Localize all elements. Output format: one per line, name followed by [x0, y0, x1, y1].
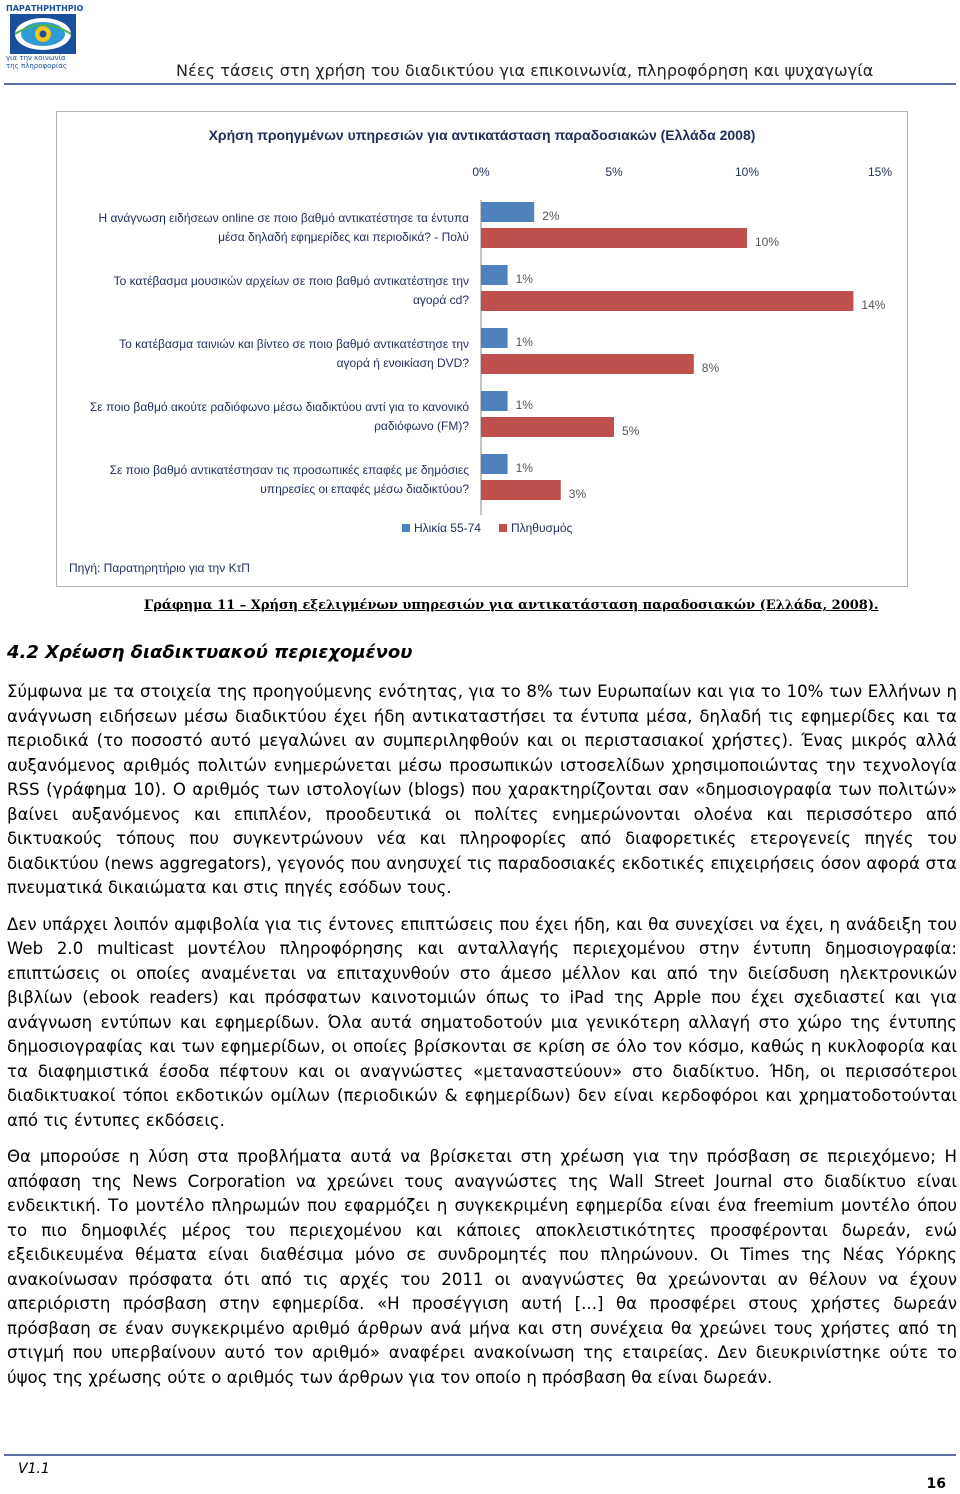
category-label: ραδιόφωνο (FM)? [374, 419, 469, 433]
chart-source: Πηγή: Παρατηρητήριο για την ΚτΠ [69, 561, 250, 575]
paragraph: Σύμφωνα με τα στοιχεία της προηγούμενης ενότητας, για το 8% των Ευρωπαίων και για το 10% των Ελλήνων η ανάγνωση ειδήσεων μέσω διαδικτύου έχει ήδη αντικαταστήσει τα έντυπα μέσα, δηλαδή τις εφημερίδες και τα περιοδικά (το ποσοστό αυτό μεγαλώνει αν συμπεριληφθούν και οι περιστασιακοί χρήστες). Ένας μικρός αλλά αυξανόμενος αριθμός πολιτών ενημερώνεται μέσω προσωπικών ιστοσελίδων χρησιμοποιώντας την τεχνολογία RSS (γράφημα 10). Ο αριθμός των ιστολογίων (blogs) που χαρακτηρίζονται σαν «δημοσιογραφία των πολιτών» βαίνει αυξανόμενος και επιπλέον, προοδευτικά οι πολίτες ενημερώνονται ολοένα και περισσότερο από δικτυακούς τόπους που συγκεντρώνουν νέα και πληροφορίες από διαφορετικές ετερογενείς πηγές του διαδικτύου (news aggregators), γεγονός που ανησυχεί τις παραδοσιακές εκδοτικές επιχειρήσεις όσον αφορά στα πνευματικά δικαιώματα και στις πηγές εσόδων τους. [7, 682, 957, 897]
bar [481, 228, 747, 248]
bar [481, 454, 508, 474]
category-label: Το κατέβασμα μουσικών αρχείων σε ποιο βαθμό αντικατέστησε την [113, 274, 469, 288]
document-title: Νέες τάσεις στη χρήση του διαδικτύου για επικοινωνία, πληροφόρηση και ψυχαγωγία [176, 61, 874, 80]
bar [481, 265, 508, 285]
figure-caption: Γράφημα 11 – Χρήση εξελιγμένων υπηρεσιών για αντικατάσταση παραδοσιακών (Ελλάδα, 2008). [144, 598, 879, 613]
data-label: 3% [568, 487, 587, 501]
logo-emblem-icon [10, 14, 76, 54]
category-label: Το κατέβασμα ταινιών και βίντεο σε ποιο βαθμό αντικατέστησε την [119, 337, 469, 351]
data-label: 2% [542, 209, 560, 223]
observatory-logo [6, 4, 84, 70]
x-tick-label: 15% [867, 165, 893, 179]
bar [481, 328, 508, 348]
legend-entry: Πληθυσμός [510, 521, 573, 535]
chart-figure [56, 111, 908, 587]
paragraph: Δεν υπάρχει λοιπόν αμφιβολία για τις έντονες επιπτώσεις που έχει ήδη, και θα συνεχίσει να έχει, η ανάδειξη του Web 2.0 multicast μοντέλου πληροφόρησης και ανταλλαγής περιεχομένου στην έντυπη δημοσιογραφία: επιπτώσεις οι οποίες αναμένεται να επιταχυνθούν στο άμεσο μέλλον και από την διείσδυση ηλεκτρονικών βιβλίων (ebook readers) και πρόσφατων καινοτομιών όπως το iPad της Apple που έχει σχεδιαστεί και για ανάγνωση εντύπων και εφημερίδων. Όλα αυτά σηματοδοτούν μια γενικότερη αλλαγή στο χώρο της έντυπης δημοσιογραφίας και των εφημερίδων, οι οποίες βρίσκονται σε κρίση σε όλο τον κόσμο, καθώς η κυκλοφορία και τα διαφημιστικά έσοδα πέφτουν και οι αναγνώστες «μεταναστεύουν» στο διαδίκτυο. Ήδη, οι περισσότεροι διαδικτυακοί τόποι εκδοτικών ομίλων (περιοδικών & εφημερίδων) δεν είναι κερδοφόροι και χρηματοδοτούνται από τις έντυπες εκδόσεις. [7, 914, 957, 1130]
data-label: 1% [515, 461, 533, 475]
bar [481, 480, 561, 500]
category-label: Σε ποιο βαθμό αντικατέστησαν τις προσωπικές επαφές με δημόσιες [109, 463, 469, 477]
bar [481, 354, 694, 374]
header-divider [4, 83, 956, 85]
category-label: αγορά ή ενοικίαση DVD? [336, 356, 469, 370]
legend-swatch [402, 524, 410, 532]
body-text [7, 680, 957, 1402]
bar-chart [57, 112, 907, 586]
data-label: 1% [515, 272, 533, 286]
x-tick-label: 0% [472, 165, 490, 179]
x-tick-label: 10% [734, 165, 760, 179]
data-label: 1% [515, 398, 533, 412]
section-heading: 4.2 Χρέωση διαδικτυακού περιεχομένου [7, 642, 413, 663]
category-label: μέσα δηλαδή εφημερίδες και περιοδικά? - Πολύ [218, 230, 469, 244]
data-label: 1% [515, 335, 533, 349]
logo-subtitle: για την κοινωνία της πληροφορίας [6, 54, 67, 70]
bar [481, 391, 508, 411]
bar [481, 417, 614, 437]
version-label: V1.1 [18, 1461, 50, 1477]
data-label: 14% [861, 298, 886, 312]
category-label: υπηρεσίες οι επαφές μέσω διαδικτύου? [260, 482, 469, 496]
x-tick-label: 5% [605, 165, 623, 179]
legend-entry: Ηλικία 55-74 [414, 521, 481, 535]
data-label: 10% [755, 235, 780, 249]
data-label: 5% [622, 424, 640, 438]
category-label: Σε ποιο βαθμό ακούτε ραδιόφωνο μέσω διαδικτύου αντί για το κανονικό [89, 400, 469, 414]
category-label: Η ανάγνωση ειδήσεων online σε ποιο βαθμό αντικατέστησε τα έντυπα [98, 211, 469, 225]
legend-swatch [499, 524, 507, 532]
chart-title: Χρήση προηγμένων υπηρεσιών για αντικατάσταση παραδοσιακών (Ελλάδα 2008) [208, 127, 756, 143]
paragraph: Θα μπορούσε η λύση στα προβλήματα αυτά να βρίσκεται στη χρέωση για την πρόσβαση σε περιεχόμενο; Η απόφαση της News Corporation να χρεώνει τους αναγνώστες της Wall Street Journal στο διαδίκτυο είναι ενδεικτική. Το μοντέλο πληρωμών που εφαρμόζει η συγκεκριμένη εφημερίδα είναι ένα freemium μοντέλο όπου το πιο δημοφιλές μέρος του περιεχομένου και κάποιες αποκλειστικότητες προσφέρονται δωρεάν, ενώ εξειδικευμένα θέματα είναι διαθέσιμα μόνο σε συνδρομητές που πληρώνουν. Οι Times της Νέας Υόρκης ανακοίνωσαν πρόσφατα ότι από τις αρχές του 2011 οι αναγνώστες θα χρεώνονται αν θέλουν να έχουν απεριόριστη πρόσβαση στην εφημερίδα. «Η προσέγγιση αυτή [...] θα προσφέρει στους χρήστες δωρεάν πρόσβαση σε έναν συγκεκριμένο αριθμό άρθρων ανά μήνα και στη συνέχεια θα χρεώνει τους χρήστες από τη στιγμή που υπερβαίνουν αυτό τον αριθμό» αναφέρει ανακοίνωση της εταιρείας. Δεν διευκρινίστηκε ούτε το ύψος της χρέωσης ούτε ο αριθμός των άρθρων για τον οποίο η πρόσβαση θα είναι δωρεάν. [7, 1147, 957, 1387]
bar [481, 291, 853, 311]
page-number: 16 [926, 1476, 946, 1492]
footer-divider [4, 1454, 956, 1456]
bar [481, 202, 534, 222]
data-label: 8% [701, 361, 720, 375]
logo-name: ΠΑΡΑΤΗΡΗΤΗΡΙΟ [6, 4, 84, 13]
category-label: αγορά cd? [412, 293, 469, 307]
